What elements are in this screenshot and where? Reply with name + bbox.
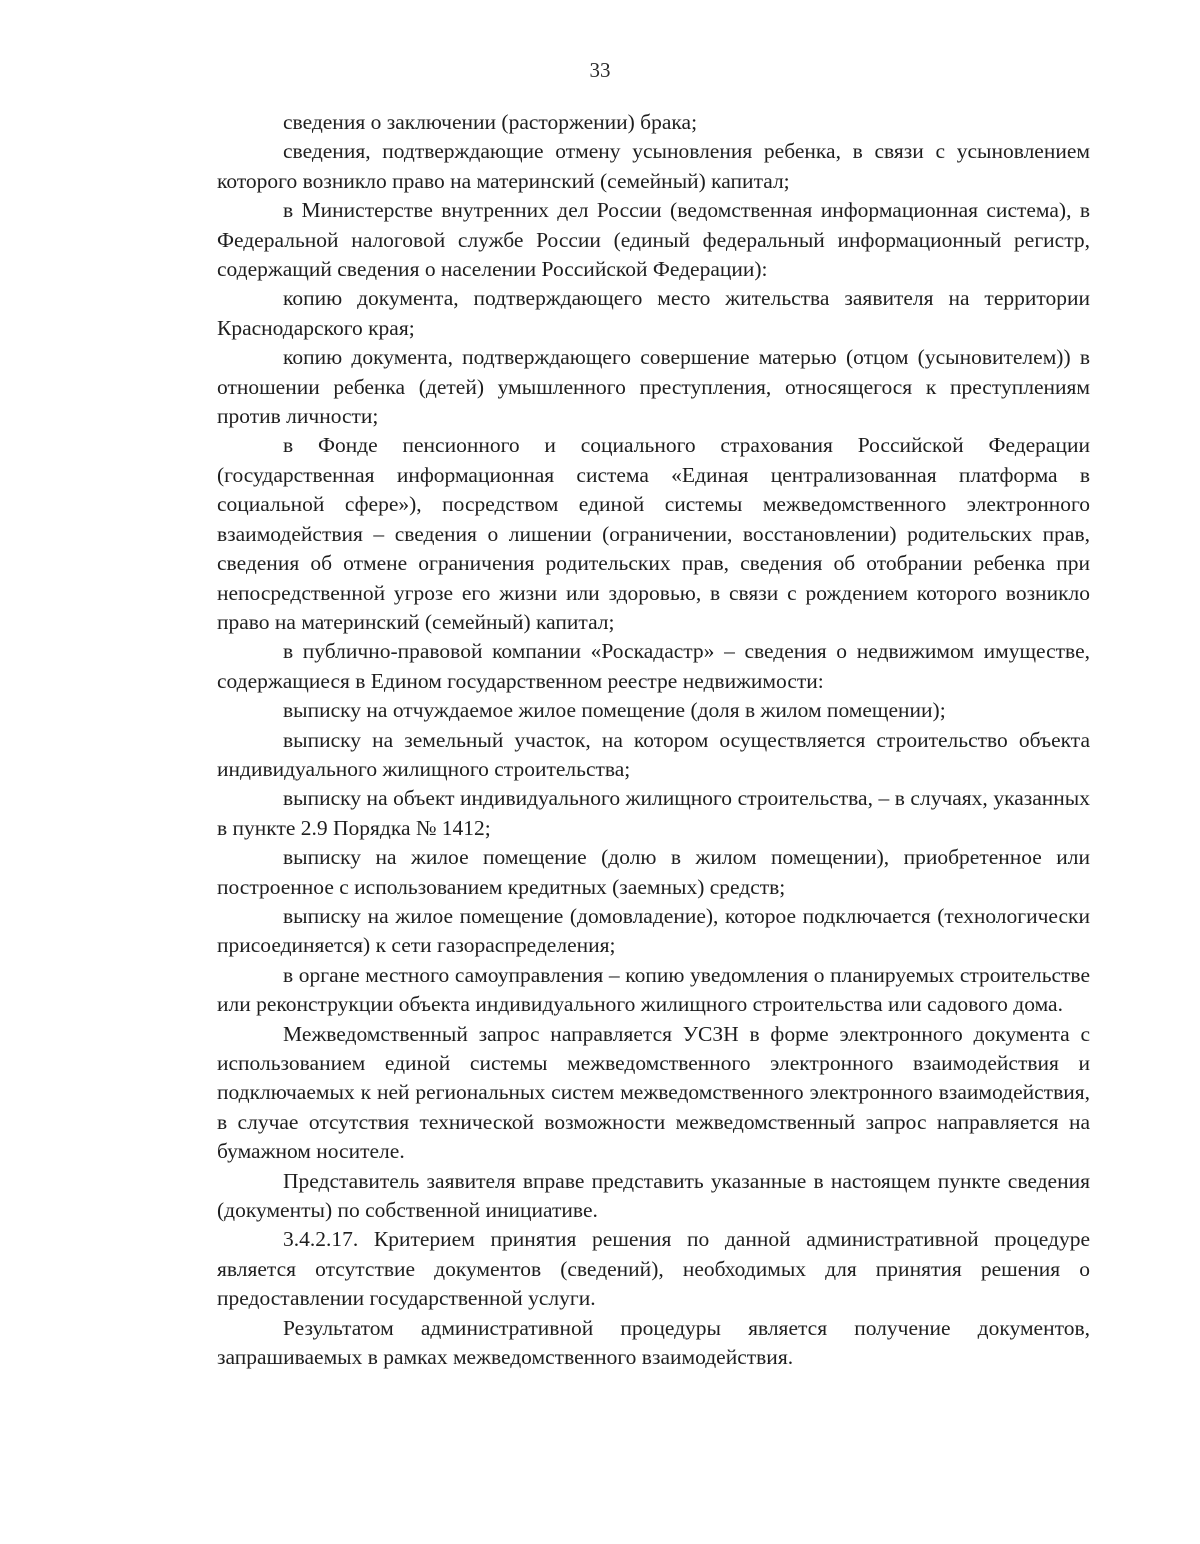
paragraph: в органе местного самоуправления – копию уведомления о планируемых строительстве или реконструкции объекта индивидуального жилищного строительства или садового дома. xyxy=(217,962,1090,1017)
paragraph: копию документа, подтверждающего место жительства заявителя на территории Краснодарского края; xyxy=(217,286,1090,340)
paragraph: сведения, подтверждающие отмену усыновления ребенка, в связи с усыновлением которого возникло право на материнский (семейный) капитал; xyxy=(217,139,1090,193)
paragraph: копию документа, подтверждающего совершение матерью (отцом (усыновителем)) в отношении ребенка (детей) умышленного преступления, относящегося к преступлениям против личности; xyxy=(217,345,1090,429)
paragraph: Межведомственный запрос направляется УСЗН в форме электронного документа с использованием единой системы межведомственного электронного взаимодействия и подключаемых к ней региональных систем межведомственного электронного взаимодействия, в случае отсутствия технической возможности межведомственный запрос направляется на бумажном носителе. xyxy=(217,1021,1090,1164)
paragraph: в публично-правовой компании «Роскадастр» – сведения о недвижимом имуществе, содержащиеся в Едином государственном реестре недвижимости: xyxy=(217,639,1090,693)
paragraph: выписку на жилое помещение (домовладение), которое подключается (технологически присоединяется) к сети газораспределения; xyxy=(217,903,1090,958)
paragraph: в Фонде пенсионного и социального страхования Российской Федерации (государственная информационная система «Единая централизованная платформа в социальной сфере»), посредством единой системы межведомственного электронного взаимодействия – сведения о лишении (ограничении, восстановлении) родительских прав, сведения об отмене ограничения родительских прав, сведения об отобрании ребенка при непосредственной угрозе его жизни или здоровью, в связи с рождением которого возникло право на материнский (семейный) капитал; xyxy=(217,433,1090,634)
page-number: 33 xyxy=(589,58,611,82)
paragraph: Результатом административной процедуры является получение документов, запрашиваемых в рамках межведомственного взаимодействия. xyxy=(217,1315,1090,1370)
paragraph: в Министерстве внутренних дел России (ведомственная информационная система), в Федеральной налоговой службе России (единый федеральный информационный регистр, содержащий сведения о населении Российской Федерации): xyxy=(217,198,1090,282)
paragraph: сведения о заключении (расторжении) брака; xyxy=(283,110,698,134)
paragraph: выписку на отчуждаемое жилое помещение (доля в жилом помещении); xyxy=(283,698,946,723)
paragraph: выписку на земельный участок, на котором осуществляется строительство объекта индивидуального жилищного строительства; xyxy=(217,727,1090,781)
paragraph: выписку на жилое помещение (долю в жилом помещении), приобретенное или построенное с использованием кредитных (заемных) средств; xyxy=(217,845,1090,899)
paragraph: Представитель заявителя вправе представить указанные в настоящем пункте сведения (документы) по собственной инициативе. xyxy=(217,1168,1090,1223)
document-body xyxy=(217,108,1090,1372)
paragraph: выписку на объект индивидуального жилищного строительства, – в случаях, указанных в пункте 2.9 Порядка № 1412; xyxy=(217,786,1090,840)
paragraph: 3.4.2.17. Критерием принятия решения по данной административной процедуре является отсутствие документов (сведений), необходимых для принятия решения о предоставлении государственной услуги. xyxy=(217,1227,1090,1311)
